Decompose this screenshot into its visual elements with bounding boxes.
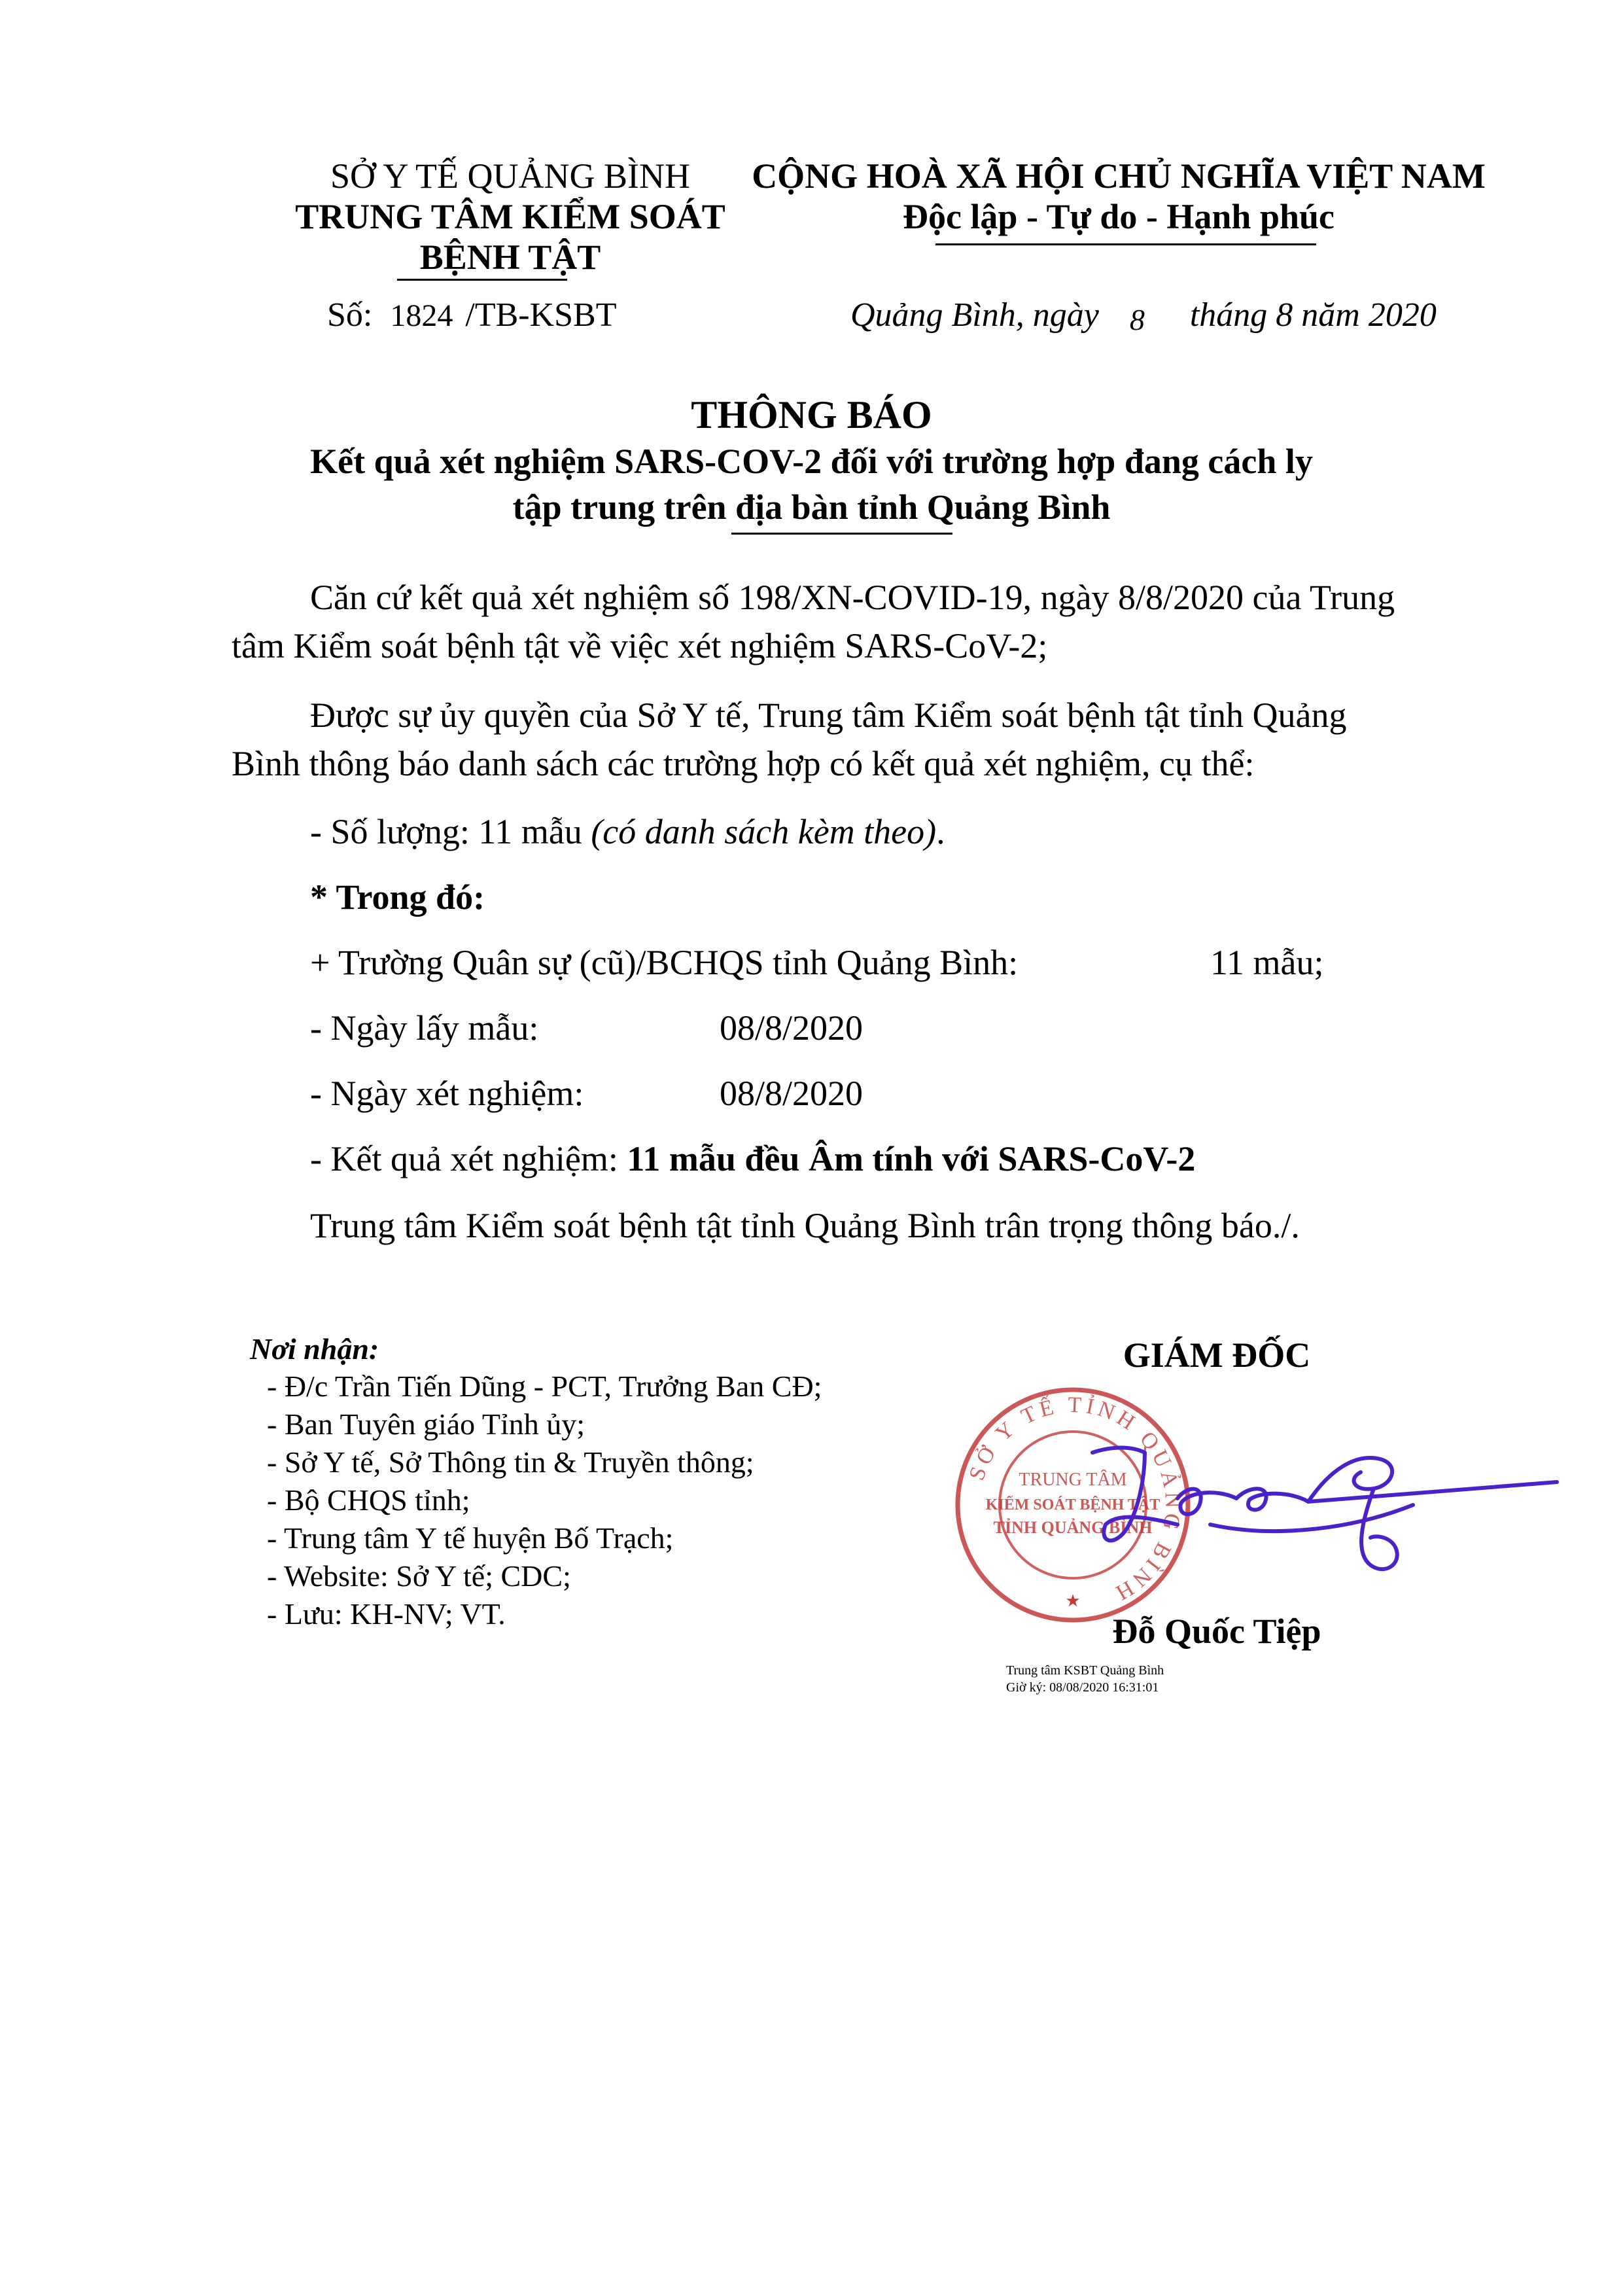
- title-underline: [731, 533, 952, 535]
- stamp-star-icon: ★: [1065, 1591, 1081, 1610]
- sample-quantity: [310, 811, 945, 852]
- number-value: 1824: [390, 298, 453, 333]
- stamp-center-line3: TỈNH QUẢNG BÌNH: [993, 1518, 1153, 1537]
- stamp-ring-text: SỞ Y TẾ TỈNH QUẢNG BÌNH: [964, 1392, 1185, 1607]
- stamp-center-line2: KIỂM SOÁT BỆNH TẬT: [985, 1496, 1161, 1513]
- org-underline: [397, 279, 567, 281]
- issue-date: [850, 296, 1437, 334]
- nation-title: CỘNG HOÀ XÃ HỘI CHỦ NGHĨA VIỆT NAM: [752, 156, 1486, 196]
- number-suffix: /TB-KSBT: [465, 296, 617, 334]
- org-name-line2: BỆNH TẬT: [419, 238, 601, 277]
- page-title: THÔNG BÁO: [691, 393, 932, 436]
- recipient-item: - Đ/c Trần Tiến Dũng - PCT, Trưởng Ban CĐ;: [267, 1369, 822, 1403]
- dept-name: SỞ Y TẾ QUẢNG BÌNH: [330, 156, 690, 196]
- test-date-label: - Ngày xét nghiệm:: [310, 1074, 584, 1113]
- national-motto: Độc lập - Tự do - Hạnh phúc: [902, 197, 1335, 236]
- motto-underline: [935, 243, 1316, 245]
- date-rest: tháng 8 năm 2020: [1189, 296, 1437, 334]
- date-place: Quảng Bình, ngày: [850, 296, 1099, 334]
- authorization-line1: Được sự ủy quyền của Sở Y tế, Trung tâm Kiểm soát bệnh tật tỉnh Quảng: [310, 696, 1347, 735]
- recipient-item: - Ban Tuyên giáo Tỉnh ủy;: [267, 1407, 585, 1441]
- quantity-note: (có danh sách kèm theo): [591, 812, 937, 851]
- authorization-line2: Bình thông báo danh sách các trường hợp có kết quả xét nghiệm, cụ thể:: [232, 744, 1255, 783]
- recipients-list: [267, 1368, 822, 1633]
- basis-line1: Căn cứ kết quả xét nghiệm số 198/XN-COVID-19, ngày 8/8/2020 của Trung: [310, 578, 1395, 617]
- result-value: 11 mẫu đều Âm tính với SARS-CoV-2: [627, 1139, 1196, 1178]
- number-prefix: Số:: [327, 296, 373, 334]
- digital-signature-time: Giờ ký: 08/08/2020 16:31:01: [1006, 1680, 1159, 1695]
- digital-signature-org: Trung tâm KSBT Quảng Bình: [1006, 1663, 1164, 1678]
- document-number: [327, 296, 617, 334]
- site-value: 11 mẫu;: [1210, 943, 1324, 982]
- recipient-item: - Bộ CHQS tỉnh;: [267, 1483, 470, 1517]
- quantity-end: .: [936, 812, 945, 851]
- stamp-center-line1: TRUNG TÂM: [1019, 1470, 1127, 1490]
- recipient-item: - Website: Sở Y tế; CDC;: [267, 1559, 571, 1593]
- result-label: - Kết quả xét nghiệm:: [310, 1139, 618, 1178]
- signer-position: GIÁM ĐỐC: [1123, 1335, 1311, 1375]
- test-result: [310, 1139, 1195, 1179]
- title-subject-line2: tập trung trên địa bàn tỉnh Quảng Bình: [512, 487, 1111, 527]
- signer-name: Đỗ Quốc Tiệp: [1112, 1612, 1321, 1651]
- sample-date-value: 08/8/2020: [720, 1008, 864, 1048]
- recipient-item: - Sở Y tế, Sở Thông tin & Truyền thông;: [267, 1445, 754, 1479]
- recipients-heading: Nơi nhận:: [250, 1332, 379, 1366]
- closing-statement: Trung tâm Kiểm soát bệnh tật tỉnh Quảng Bình trân trọng thông báo./.: [310, 1206, 1300, 1245]
- handwritten-signature: [1073, 1426, 1570, 1597]
- sample-date-label: - Ngày lấy mẫu:: [310, 1008, 539, 1048]
- among-heading: * Trong đó:: [310, 877, 485, 917]
- basis-line2: tâm Kiểm soát bệnh tật về việc xét nghiệm SARS-CoV-2;: [232, 626, 1048, 665]
- recipient-item: - Lưu: KH-NV; VT.: [267, 1597, 506, 1631]
- org-name-line1: TRUNG TÂM KIỂM SOÁT: [295, 197, 725, 236]
- date-day: 8: [1129, 303, 1145, 336]
- quantity-label: - Số lượng: 11 mẫu: [310, 812, 582, 851]
- recipient-item: - Trung tâm Y tế huyện Bố Trạch;: [267, 1521, 674, 1555]
- title-subject-line1: Kết quả xét nghiệm SARS-COV-2 đối với trường hợp đang cách ly: [310, 442, 1313, 481]
- test-date-value: 08/8/2020: [720, 1074, 864, 1113]
- site-label: + Trường Quân sự (cũ)/BCHQS tỉnh Quảng Bình:: [310, 943, 1019, 982]
